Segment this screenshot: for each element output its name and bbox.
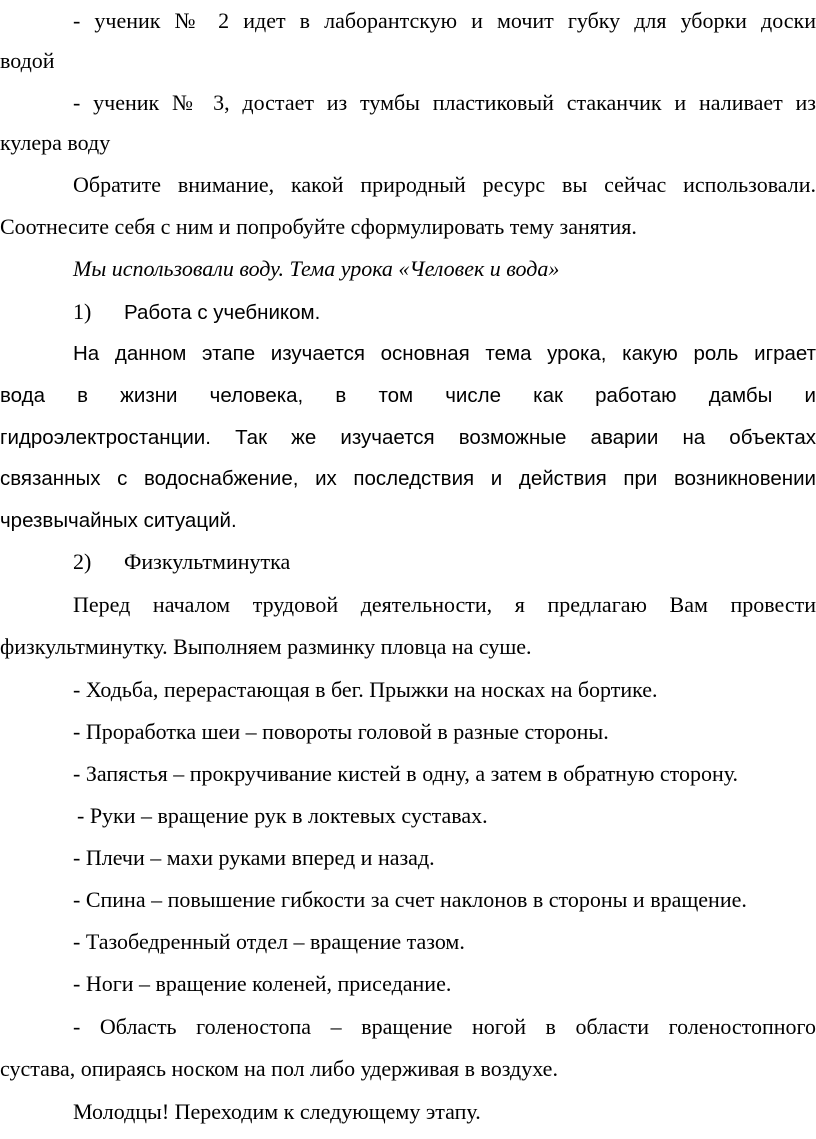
text-line: Соотнесите себя с ним и попробуйте сформулировать тему занятия. [0,214,637,239]
list-item [0,546,816,578]
text-line: - Тазобедренный отдел – вращение тазом. [73,929,465,954]
text-line: - Проработка шеи – повороты головой в разные стороны. [73,719,609,744]
list-item [0,296,816,328]
text-line: - Ноги – вращение коленей, приседание. [73,971,452,996]
text-line: физкультминутку. Выполняем разминку пловца на суше. [0,634,532,659]
text-line: связанных с водоснабжение, их последствия и действия при возникновении [0,467,816,490]
list-item-label: Физкультминутка [124,549,291,574]
text-line: Перед началом трудовой деятельности, я предлагаю Вам провести [73,592,816,617]
text-line: Обратите внимание, какой природный ресурс вы сейчас использовали. [73,172,816,197]
list-number: 1) [73,299,92,324]
text-line: На данном этапе изучается основная тема урока, какую роль играет [73,342,816,365]
text-line: водой [0,48,55,73]
text-line: кулера воду [0,130,111,155]
text-line: сустава, опираясь носком на пол либо удерживая в воздухе. [0,1056,558,1081]
text-line: - Руки – вращение рук в локтевых суставах. [77,803,488,828]
list-item-label: Работа с учебником. [124,301,321,324]
text-line: чрезвычайных ситуаций. [0,509,237,532]
text-line: - ученик № 3, достает из тумбы пластиковый стаканчик и наливает из [73,90,816,115]
text-line: гидроэлектростанции. Так же изучается возможные аварии на объектах [0,426,816,449]
list-number: 2) [73,549,92,574]
text-line: - Плечи – махи руками вперед и назад. [73,845,435,870]
text-line: вода в жизни человека, в том числе как работаю дамбы и [0,384,816,407]
text-line: - ученик № 2 идет в лаборантскую и мочит губку для уборки доски [73,8,816,33]
text-line: - Запястья – прокручивание кистей в одну, а затем в обратную сторону. [73,761,739,786]
lesson-topic-line: Мы использовали воду. Тема урока «Человек и вода» [73,256,560,281]
text-line: Молодцы! Переходим к следующему этапу. [73,1099,481,1124]
text-line: - Ходьба, перерастающая в бег. Прыжки на носках на бортике. [73,677,658,702]
text-line: - Область голеностопа – вращение ногой в области голеностопного [73,1014,816,1039]
text-line: - Спина – повышение гибкости за счет наклонов в стороны и вращение. [73,887,747,912]
